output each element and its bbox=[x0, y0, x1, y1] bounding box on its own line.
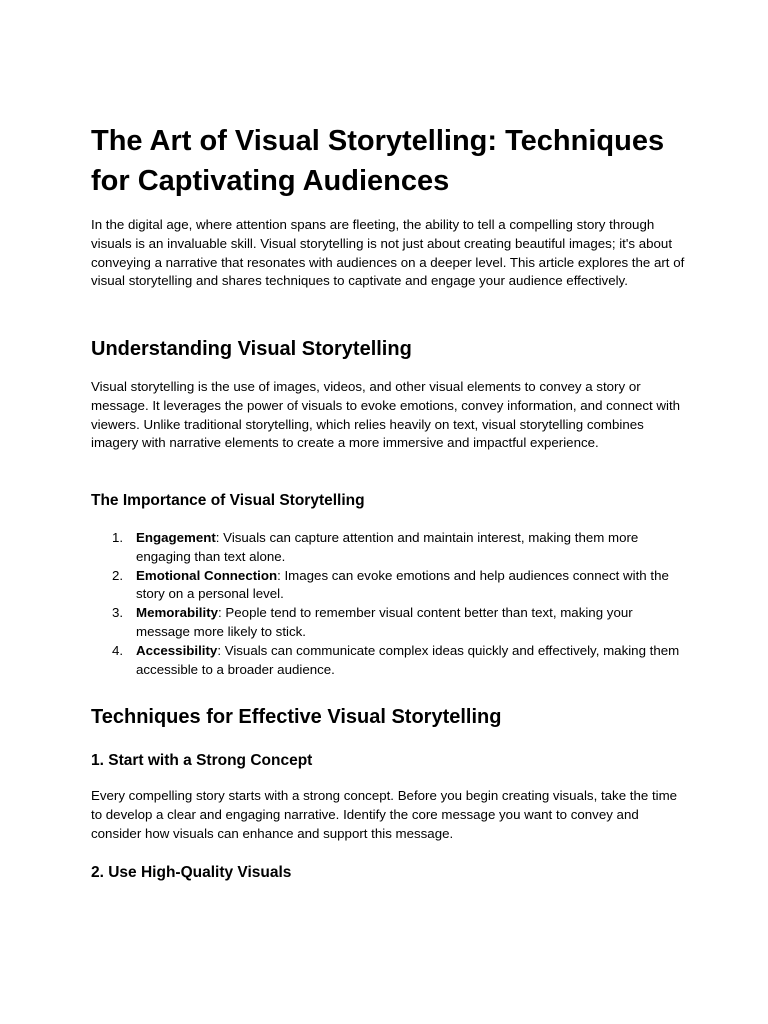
list-item-number: 1. bbox=[112, 530, 124, 545]
list-item-term: Memorability bbox=[136, 605, 219, 621]
section-heading-understanding: Understanding Visual Storytelling bbox=[91, 338, 412, 360]
list-item-term: Emotional Connection bbox=[136, 567, 278, 583]
list-item-number: 4. bbox=[112, 642, 124, 658]
list-item bbox=[91, 529, 687, 567]
list-item-text: : Images can evoke emotions and help audiences connect with the story on a personal level. bbox=[136, 567, 669, 602]
list-item-term: Accessibility bbox=[136, 642, 218, 658]
importance-list bbox=[91, 529, 687, 679]
page-title: The Art of Visual Storytelling: Techniques for Captivating Audiences bbox=[91, 125, 665, 197]
list-item bbox=[91, 567, 687, 605]
subheading-high-quality-visuals: 2. Use High-Quality Visuals bbox=[91, 864, 292, 881]
subheading-importance: The Importance of Visual Storytelling bbox=[91, 492, 365, 509]
list-item-text: : Visuals can capture attention and maintain interest, making them more engaging than text alone. bbox=[136, 530, 639, 564]
list-item-text: : People tend to remember visual content better than text, making your message more likely to stick. bbox=[136, 605, 633, 639]
strong-concept-paragraph: Every compelling story starts with a strong concept. Before you begin creating visuals, take the time to develop a clear and engaging narrative. Identify the core message you want to convey and consider how visuals can enhance and support this message. bbox=[91, 788, 678, 841]
subheading-strong-concept: 1. Start with a Strong Concept bbox=[91, 752, 313, 769]
understanding-paragraph: Visual storytelling is the use of images, videos, and other visual elements to convey a story or message. It leverages the power of visuals to evoke emotions, convey information, and connect with viewers. Unlike traditional storytelling, which relies heavily on text, visual storytelling combines imagery with narrative elements to create a more immersive and impactful experience. bbox=[91, 379, 681, 451]
list-item-text: : Visuals can communicate complex ideas quickly and effectively, making them accessible to a broader audience. bbox=[136, 642, 680, 677]
intro-paragraph: In the digital age, where attention spans are fleeting, the ability to tell a compelling story through visuals is an invaluable skill. Visual storytelling is not just about creating beautiful images; it's about conveying a narrative that resonates with audiences on a deeper level. This article explores the art of visual storytelling and shares techniques to captivate and engage your audience effectively. bbox=[91, 217, 685, 289]
list-item bbox=[91, 604, 687, 642]
list-item-term: Engagement bbox=[136, 530, 216, 545]
list-item-number: 3. bbox=[112, 605, 124, 621]
section-heading-techniques: Techniques for Effective Visual Storytelling bbox=[91, 706, 502, 728]
list-item-number: 2. bbox=[112, 567, 124, 583]
list-item bbox=[91, 642, 687, 680]
